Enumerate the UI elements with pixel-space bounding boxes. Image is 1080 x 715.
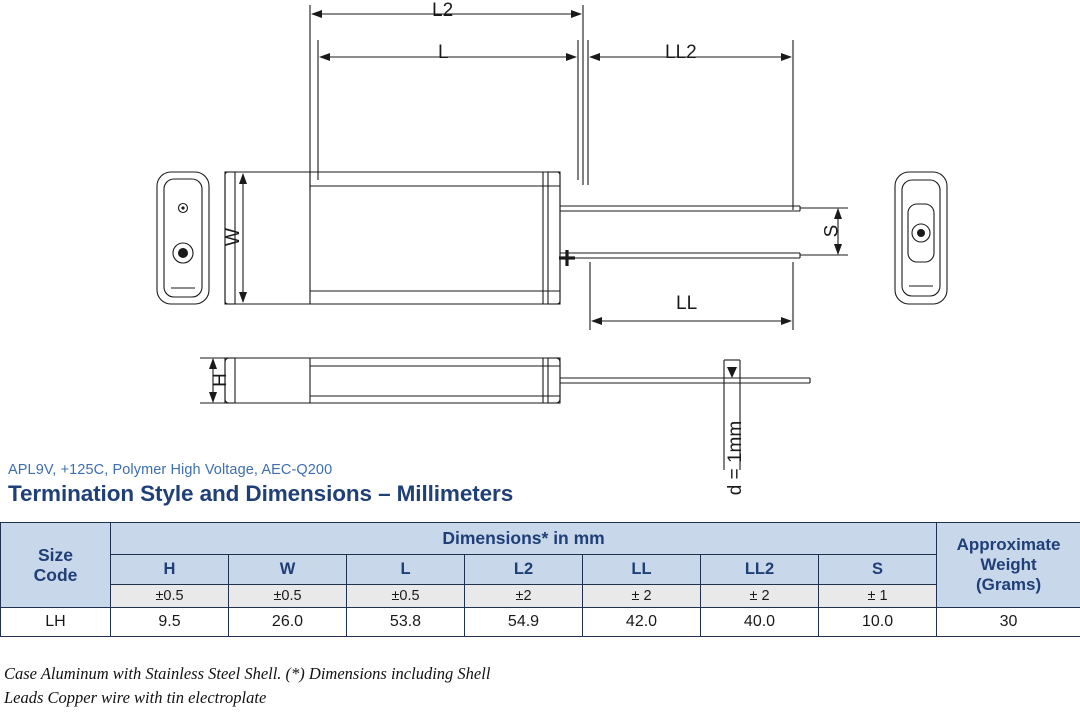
tolerance-ll2: ± 2 [701, 585, 819, 608]
header-dimensions-group: Dimensions* in mm [111, 523, 937, 555]
cell-size-code: LH [1, 608, 111, 637]
tolerance-l2: ±2 [465, 585, 583, 608]
header-size-code [1, 523, 111, 608]
tolerance-w: ±0.5 [229, 585, 347, 608]
header-col-s: S [819, 555, 937, 585]
cell-ll2: 40.0 [701, 608, 819, 637]
cell-l2: 54.9 [465, 608, 583, 637]
dimension-label-w: W [222, 228, 244, 246]
dimensions-table-wrapper [0, 522, 1080, 637]
header-size-code-line2: Code [33, 565, 78, 585]
cell-w: 26.0 [229, 608, 347, 637]
polarity-plus-icon [559, 250, 575, 266]
cell-l: 53.8 [347, 608, 465, 637]
table-row [1, 608, 1080, 637]
dimension-label-ll: LL [676, 293, 698, 314]
dimension-label-ll2: LL2 [665, 42, 697, 63]
footnote-2: Leads Copper wire with tin electroplate [4, 687, 267, 707]
table-header-row-3 [1, 585, 1080, 608]
header-weight-line2: Weight [980, 554, 1037, 574]
header-col-w: W [229, 555, 347, 585]
header-weight-line1: Approximate [956, 534, 1061, 554]
dimension-label-l: L [438, 42, 449, 63]
dimension-label-l2: L2 [432, 0, 454, 21]
cell-weight: 30 [937, 608, 1080, 637]
dimension-label-s: S [821, 224, 843, 238]
tolerance-ll: ± 2 [583, 585, 701, 608]
header-col-ll: LL [583, 555, 701, 585]
footnotes [4, 662, 904, 710]
cell-s: 10.0 [819, 608, 937, 637]
tolerance-h: ±0.5 [111, 585, 229, 608]
header-size-code-line1: Size [37, 544, 74, 565]
table-header-row-1 [1, 523, 1080, 555]
cell-ll: 42.0 [583, 608, 701, 637]
product-subtitle: APL9V, +125C, Polymer High Voltage, AEC-Q200 [8, 462, 333, 478]
tolerance-s: ± 1 [819, 585, 937, 608]
tolerance-l: ±0.5 [347, 585, 465, 608]
cell-h: 9.5 [111, 608, 229, 637]
header-col-l: L [347, 555, 465, 585]
footnote-1: Case Aluminum with Stainless Steel Shell. (*) Dimensions including Shell [4, 664, 491, 683]
dimension-label-h: H [209, 373, 231, 387]
header-col-ll2: LL2 [701, 555, 819, 585]
page-title: Termination Style and Dimensions – Millimeters [8, 481, 514, 506]
header-col-l2: L2 [465, 555, 583, 585]
header-col-h: H [111, 555, 229, 585]
dimension-label-d: d = 1mm [725, 420, 747, 496]
dimensions-table [0, 522, 1080, 637]
heading-block [8, 462, 1068, 507]
header-approximate-weight [937, 523, 1080, 608]
table-header-row-2 [1, 555, 1080, 585]
header-weight-line3: (Grams) [975, 575, 1042, 595]
